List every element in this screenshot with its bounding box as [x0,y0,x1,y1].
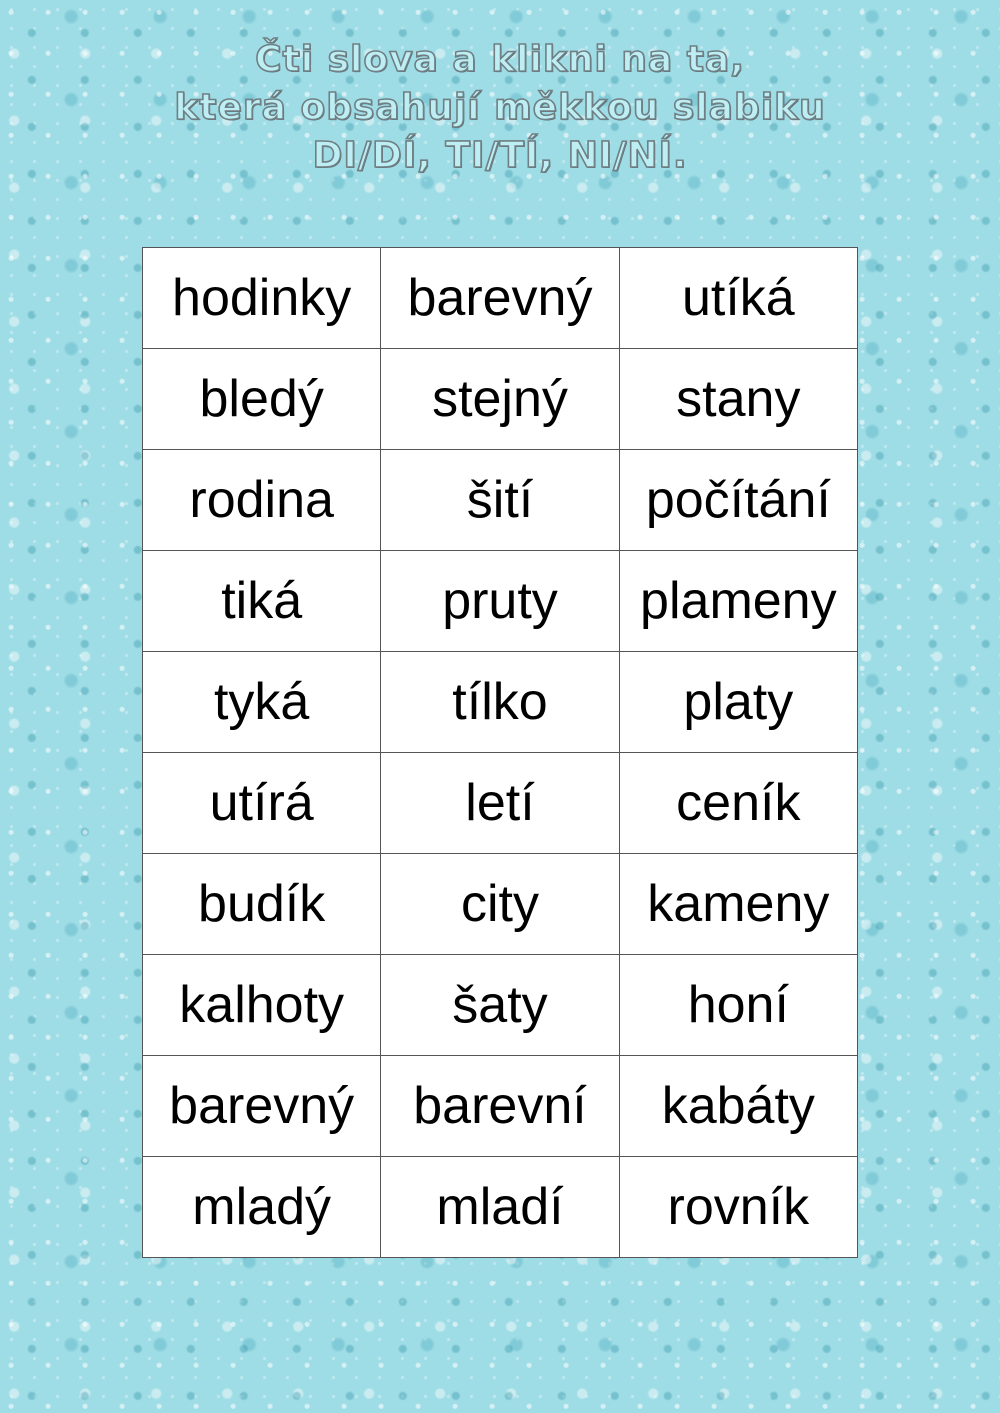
word-grid [142,247,858,1258]
word-row [143,1056,858,1157]
word-cell[interactable]: letí [381,753,619,854]
word-cell[interactable]: stejný [381,349,619,450]
word-cell[interactable]: šaty [381,955,619,1056]
word-cell[interactable]: hodinky [143,248,381,349]
word-cell[interactable]: počítání [619,450,857,551]
word-cell[interactable]: rovník [619,1157,857,1258]
instructions-line-2: která obsahují měkkou slabiku [174,87,826,128]
word-cell[interactable]: rodina [143,450,381,551]
word-cell[interactable]: platy [619,652,857,753]
word-cell[interactable]: mladý [143,1157,381,1258]
word-row [143,551,858,652]
word-row [143,955,858,1056]
word-cell[interactable]: tyká [143,652,381,753]
word-cell[interactable]: barevný [143,1056,381,1157]
word-cell[interactable]: mladí [381,1157,619,1258]
word-row [143,349,858,450]
word-row [143,1157,858,1258]
instructions-line-3: DI/DÍ, TI/TÍ, NI/NÍ. [312,135,688,176]
word-cell[interactable]: budík [143,854,381,955]
word-cell[interactable]: kalhoty [143,955,381,1056]
instructions-title [0,36,1000,180]
word-cell[interactable]: kameny [619,854,857,955]
word-cell[interactable]: tiká [143,551,381,652]
word-cell[interactable]: utíká [619,248,857,349]
word-cell[interactable]: šití [381,450,619,551]
word-cell[interactable]: kabáty [619,1056,857,1157]
word-cell[interactable]: ceník [619,753,857,854]
word-cell[interactable]: bledý [143,349,381,450]
word-row [143,450,858,551]
word-cell[interactable]: city [381,854,619,955]
word-cell[interactable]: barevný [381,248,619,349]
word-cell[interactable]: pruty [381,551,619,652]
instructions-line-1: Čti slova a klikni na ta, [255,39,745,80]
word-row [143,854,858,955]
word-cell[interactable]: stany [619,349,857,450]
word-row [143,652,858,753]
word-cell[interactable]: utírá [143,753,381,854]
word-row [143,753,858,854]
word-cell[interactable]: plameny [619,551,857,652]
word-cell[interactable]: tílko [381,652,619,753]
word-cell[interactable]: barevní [381,1056,619,1157]
word-cell[interactable]: honí [619,955,857,1056]
word-row [143,248,858,349]
